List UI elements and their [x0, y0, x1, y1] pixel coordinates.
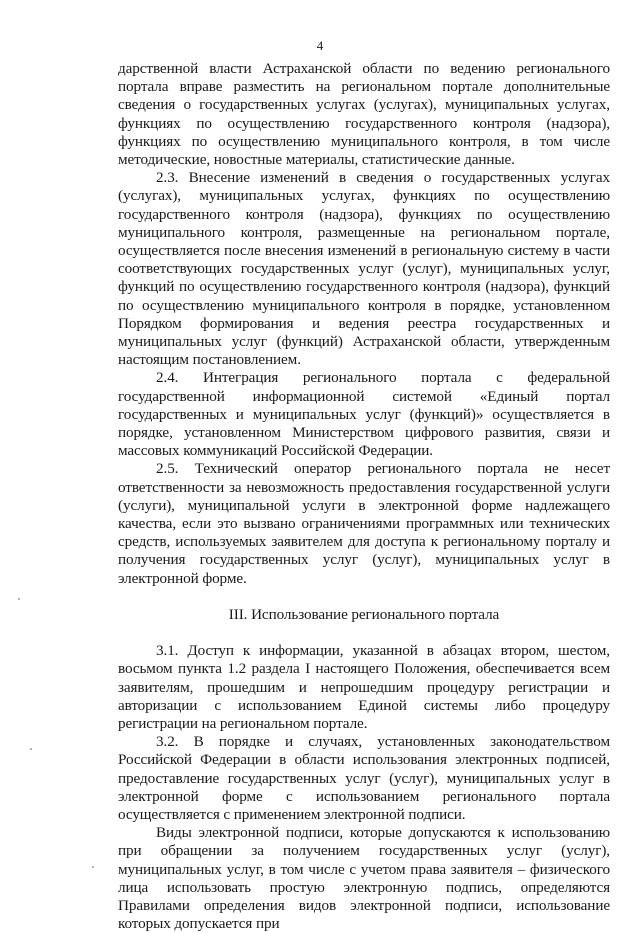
paragraph-2-5: 2.5. Технический оператор регионального портала не несет ответственности за невозможность предоставления государственной услуги (услуги), муниципальной услуги в электронной форме надлежащего качества, если это вызвано ограничениями программных или технических средств, используемых заявителем для доступа к региональному порталу и получения государственных услуг (услуг), муниципальных услуг в электронной форме.	[118, 460, 610, 587]
scan-speck	[18, 598, 20, 600]
paragraph-2-3: 2.3. Внесение изменений в сведения о государственных услугах (услугах), муниципальных услугах, функциях по осуществлению государственного контроля (надзора), функциях по осуществлению муниципального контроля, размещенные на региональном портале, осуществляется после внесения изменений в региональную систему в части соответствующих государственных услуг (услуг), муниципальных услуг, функций по осуществлению государственного контроля (надзора), функций по осуществлению муниципального контроля в порядке, установленном Порядком формирования и ведения реестра государственных и муниципальных услуг (функций) Астраханской области, утвержденным настоящим постановлением.	[118, 169, 610, 369]
scan-speck	[92, 866, 94, 868]
page-number: 4	[316, 38, 324, 53]
paragraph-signature-types: Виды электронной подписи, которые допускаются к использованию при обращении за получением государственных услуг (услуг), муниципальных услуг, в том числе с учетом права заявителя – физического лица использовать простую электронную подпись, определяются Правилами определения видов электронной подписи, использование которых допускается при	[118, 824, 610, 933]
paragraph-3-1: 3.1. Доступ к информации, указанной в абзацах втором, шестом, восьмом пункта 1.2 раздела I настоящего Положения, обеспечивается всем заявителям, прошедшим и непрошедшим процедуру регистрации и авторизации с использованием Единой системы либо процедуру регистрации на региональном портале.	[118, 642, 610, 732]
paragraph-2-4: 2.4. Интеграция регионального портала с федеральной государственной информационной системой «Единый портал государственных и муниципальных услуг (функций)» осуществляется в порядке, установленном Министерством цифрового развития, связи и массовых коммуникаций Российской Федерации.	[118, 369, 610, 460]
scan-speck	[30, 748, 32, 750]
paragraph-3-2: 3.2. В порядке и случаях, установленных законодательством Российской Федерации в области использования электронных подписей, предоставление государственных услуг (услуг), муниципальных услуг в электронной форме с использованием регионального портала осуществляется с применением электронной подписи.	[118, 733, 610, 823]
document-body	[118, 60, 610, 933]
section-heading: III. Использование регионального портала	[228, 605, 500, 623]
paragraph-continued: дарственной власти Астраханской области по ведению регионального портала вправе разместить на региональном портале дополнительные сведения о государственных услугах (услугах), муниципальных услугах, функциях по осуществлению государственного контроля (надзора), функциях по осуществлению муниципального контроля, в том числе методические, новостные материалы, статистические данные.	[118, 60, 610, 169]
